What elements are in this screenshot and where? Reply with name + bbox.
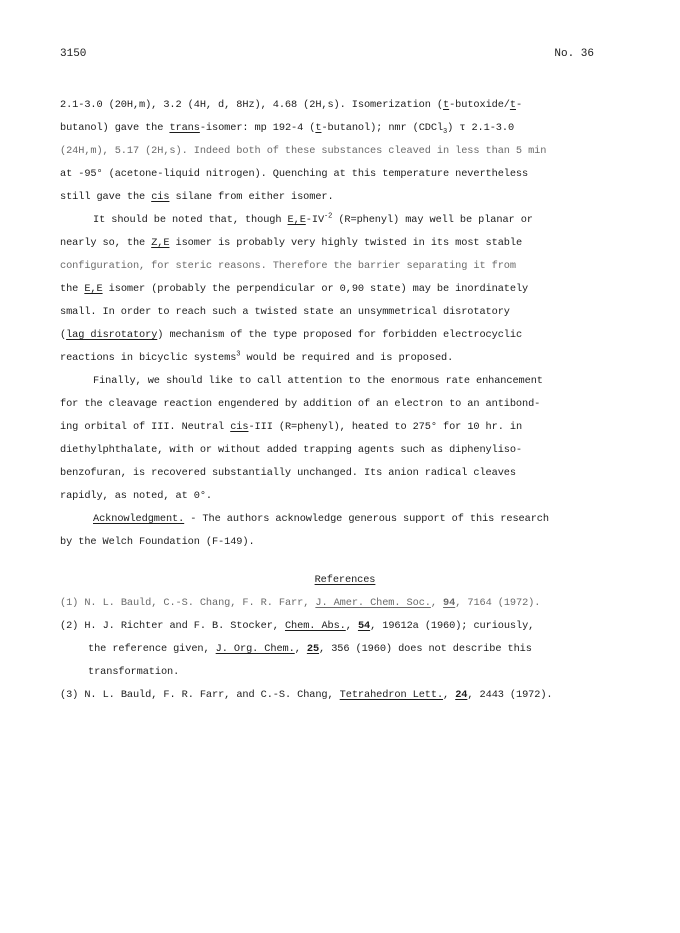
ack-label: Acknowledgment. [93,513,185,525]
reference-3 [60,684,630,707]
p1-line-1: 2.1-3.0 (20H,m), 3.2 (4H, d, 8Hz), 4.68 (2H,s). Isomerization (t-butoxide/t- [60,99,523,111]
p2-line-3: configuration, for steric reasons. Therefore the barrier separating it from [60,260,516,272]
ref-journal: Tetrahedron Lett. [339,689,444,701]
paragraph-twisted-isomer [60,209,630,370]
paragraph-nmr-data [60,94,630,209]
p1-line-5: still gave the cis silane from either isomer. [60,191,334,203]
p2-line-1: It should be noted that, though $E,E-IV^{-2}$ (R=phenyl) may well be planar or [93,212,533,226]
reference-2 [60,615,630,684]
p2-line-5: small. In order to reach such a twisted state an unsymmetrical disrotatory [60,306,510,318]
ref-number: (1) [60,597,79,609]
article-body [60,94,630,707]
ref-volume: 54 [357,620,371,632]
references-heading-text: References [314,574,376,586]
reference-1 [60,592,630,615]
p2-line-4: the E,E isomer (probably the perpendicular or 0,90 state) may be inordinately [60,283,529,295]
references-heading [60,569,630,592]
ref-pages-year: , 2443 (1972). [467,689,553,701]
p3-line-3: ing orbital of III. Neutral cis-III (R=phenyl), heated to 275° for 10 hr. in [60,421,523,433]
p3-line-6: rapidly, as noted, at 0°. [60,490,212,502]
ref-authors: N. L. Bauld, F. R. Farr, and C.-S. Chang, [84,689,340,701]
ref-volume: 24 [455,689,468,701]
p2-line-7: reactions in bicyclic systems$^3$ would be required and is proposed. [60,350,454,364]
ref-pages-year: , 19612a (1960); curiously, [370,620,535,632]
p2-line-2: nearly so, the Z,E isomer is probably very highly twisted in its most stable [60,237,523,249]
ref-separator: , [430,597,444,609]
acknowledgment [60,508,630,554]
p3-line-4: diethylphthalate, with or without added trapping agents such as diphenyliso- [60,444,523,456]
p3-line-2: for the cleavage reaction engendered by addition of an electron to an antibond- [60,398,541,410]
ref-journal: J. Org. Chem. [215,643,295,655]
ref-number: (3) [60,689,79,701]
ref-volume: 25 [306,643,320,655]
ref-separator: , [345,620,358,632]
ref-volume: 94 [443,597,456,609]
ack-line-1 [60,508,630,531]
p3-line-5: benzofuran, is recovered substantially unchanged. Its anion radical cleaves [60,467,516,479]
ref-number: (2) [60,620,79,632]
ack-text: - The authors acknowledge generous support of this research [184,513,549,525]
p3-line-1: Finally, we should like to call attention to the enormous rate enhancement [93,375,543,387]
page-number: 3150 [60,48,87,60]
ref-pages-year: , 7164 (1972). [455,597,541,609]
ref-authors: N. L. Bauld, C.-S. Chang, F. R. Farr, [84,597,316,609]
ref-authors: H. J. Richter and F. B. Stocker, [84,620,285,632]
ref-separator: , [294,643,307,655]
reference-list [60,592,630,707]
ack-line-2: by the Welch Foundation (F-149). [60,536,255,548]
ref-note: the reference given, [88,643,216,655]
paragraph-rate-enhancement [60,370,630,508]
p1-line-4: at -95° (acetone-liquid nitrogen). Quenching at this temperature nevertheless [60,168,529,180]
p1-line-3: (24H,m), 5.17 (2H,s). Indeed both of these substances cleaved in less than 5 min [60,145,547,157]
ref-2-continuation-2: transformation. [88,666,180,678]
ref-2-continuation-1 [60,638,630,661]
issue-number: No. 36 [554,48,594,60]
ref-note-rest: , 356 (1960) does not describe this [319,643,532,655]
p2-line-6: (lag disrotatory) mechanism of the type proposed for forbidden electrocyclic [60,329,523,341]
ref-journal: Chem. Abs. [284,620,346,632]
ref-journal: J. Amer. Chem. Soc. [315,597,431,609]
p1-line-2: butanol) gave the trans-isomer: mp 192-4 (t-butanol); nmr (CDCl$_3$) τ 2.1-3.0 [60,122,515,137]
ref-separator: , [443,689,456,701]
